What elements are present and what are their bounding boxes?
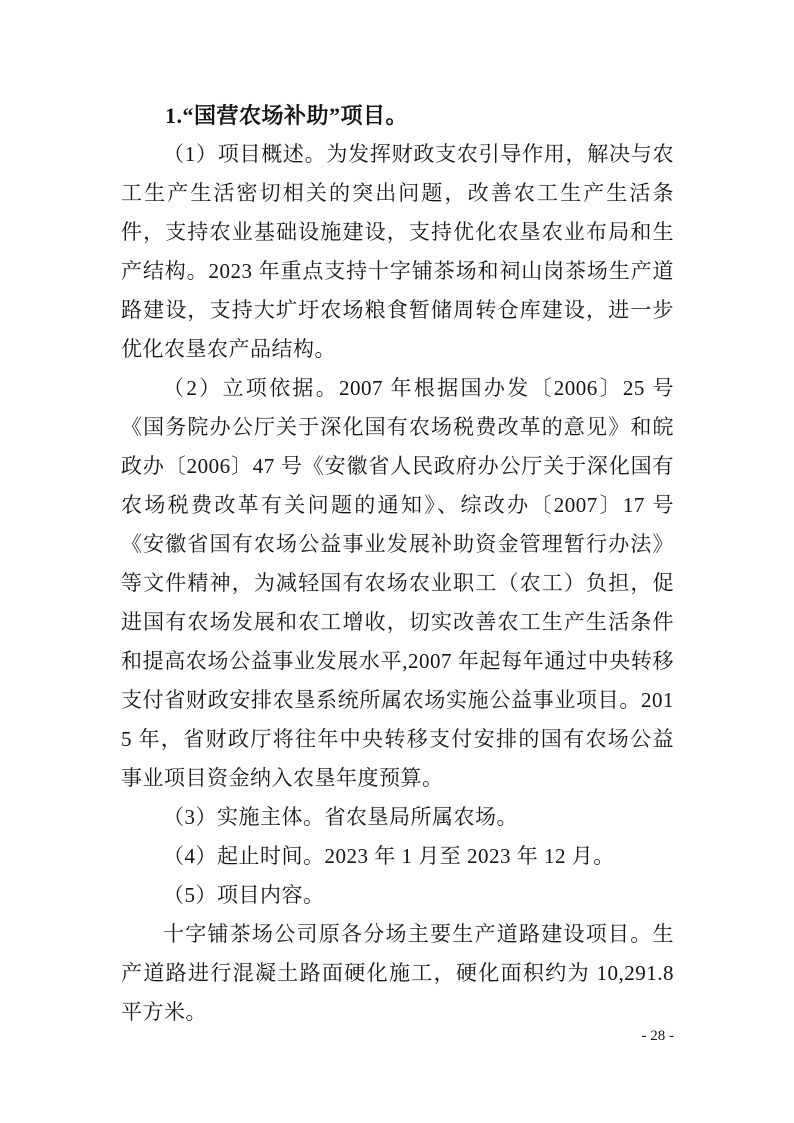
paragraph-time-period: （4）起止时间。2023 年 1 月至 2023 年 12 月。 [163, 844, 615, 868]
paragraph-project-basis: （2）立项依据。2007 年根据国办发〔2006〕25 号《国务院办公厅关于深化国有农场税费改革的意见》和皖政办〔2006〕47 号《安徽省人民政府办公厅关于深化国有农场税费改革有关问题的通知》、综改办〔2007〕17 号《安徽省国有农场公益事业发展补助资金管理暂行办法》等文件精神，为减轻国有农场农业职工（农工）负担，促进国有农场发展和农工增收，切实改善农工生产生活条件和提高农场公益事业发展水平,2007 年起每年通过中央转移支付省财政安排农垦系统所属农场实施公益事业项目。2015 年，省财政厅将往年中央转移支付安排的国有农场公益事业项目资金纳入农垦年度预算。 [121, 376, 674, 790]
page-footer [121, 1026, 674, 1046]
paragraph-implementing-body: （3）实施主体。省农垦局所属农场。 [163, 805, 518, 829]
page-number: - 28 - [641, 1028, 674, 1044]
paragraph-project-content-detail: 十字铺茶场公司原各分场主要生产道路建设项目。生产道路进行混凝土路面硬化施工，硬化面积约为 10,291.8 平方米。 [121, 922, 674, 1024]
paragraph-project-content-label: （5）项目内容。 [163, 883, 325, 907]
paragraph-project-overview: （1）项目概述。为发挥财政支农引导作用，解决与农工生产生活密切相关的突出问题，改善农工生产生活条件，支持农业基础设施建设，支持优化农垦农业布局和生产结构。2023 年重点支持十字铺茶场和祠山岗茶场生产道路建设，支持大圹圩农场粮食暂储周转仓库建设，进一步优化农垦农产品结构。 [121, 142, 674, 361]
section-heading: 1.“国营农场补助”项目。 [165, 103, 409, 128]
document-body [121, 96, 674, 1032]
